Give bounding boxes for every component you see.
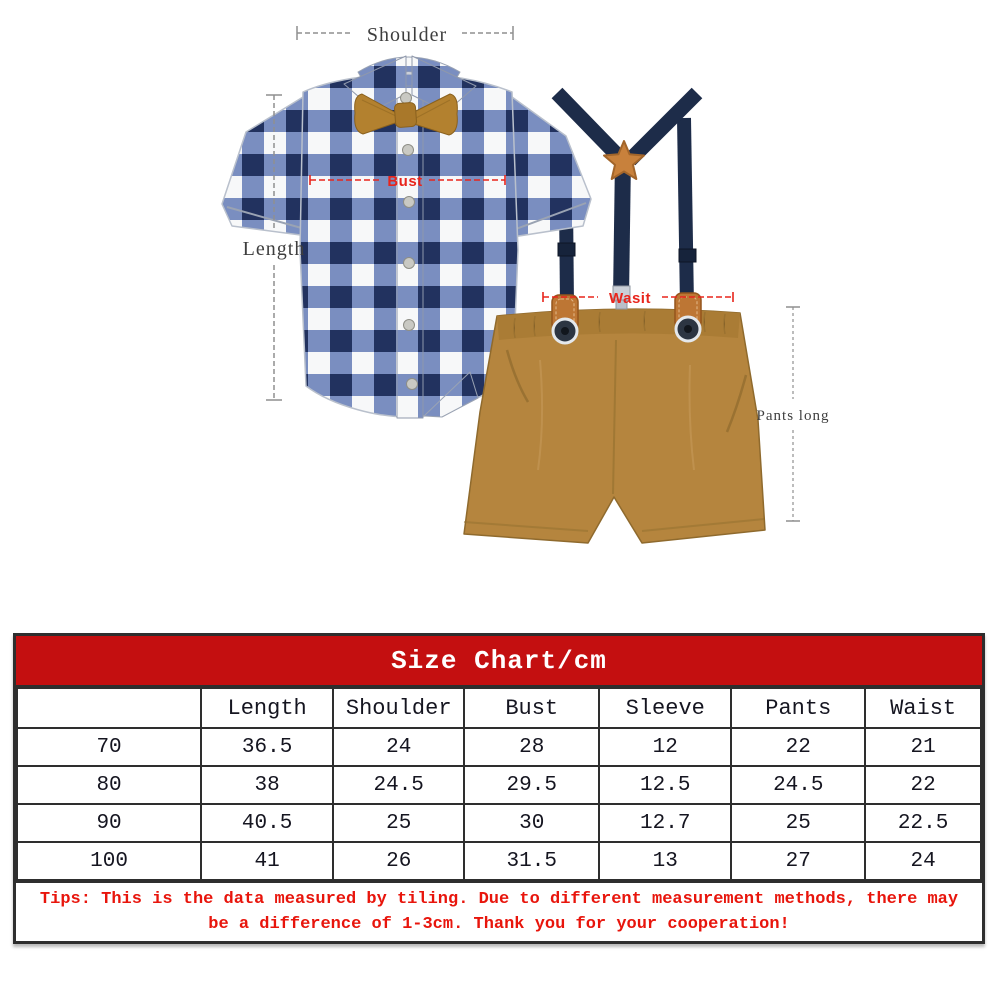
value-cell: 24.5 bbox=[731, 766, 865, 804]
value-cell: 12.7 bbox=[599, 804, 731, 842]
value-cell: 24.5 bbox=[333, 766, 464, 804]
suspender-adjuster-left bbox=[558, 243, 575, 256]
size-chart-table bbox=[16, 687, 982, 881]
value-cell: 26 bbox=[333, 842, 464, 880]
value-cell: 24 bbox=[865, 842, 981, 880]
size-chart-title: Size Chart/cm bbox=[16, 636, 982, 687]
col-header-sleeve: Sleeve bbox=[599, 688, 731, 728]
col-header-pants: Pants bbox=[731, 688, 865, 728]
bow-tie-knot bbox=[394, 102, 417, 127]
value-cell: 22.5 bbox=[865, 804, 981, 842]
value-cell: 38 bbox=[201, 766, 333, 804]
shirt-left-sleeve bbox=[222, 97, 308, 236]
measurement-tips bbox=[16, 881, 982, 941]
bust-label: Bust bbox=[387, 173, 423, 190]
value-cell: 27 bbox=[731, 842, 865, 880]
tips-line-1: Tips: This is the data measured by tiling. Due to different measurement methods, there may bbox=[39, 890, 959, 909]
col-header-size bbox=[17, 688, 201, 728]
shoulder-measure bbox=[297, 24, 513, 46]
value-cell: 29.5 bbox=[464, 766, 599, 804]
tips-line-2: be a difference of 1-3cm. Thank you for your cooperation! bbox=[208, 915, 790, 934]
value-cell: 36.5 bbox=[201, 728, 333, 766]
value-cell: 24 bbox=[333, 728, 464, 766]
table-row bbox=[17, 842, 981, 880]
value-cell: 25 bbox=[333, 804, 464, 842]
length-label: Length bbox=[242, 238, 306, 260]
size-cell: 100 bbox=[17, 842, 201, 880]
col-header-shoulder: Shoulder bbox=[333, 688, 464, 728]
suspender-button-left-center bbox=[561, 327, 569, 335]
pants-long-measure bbox=[757, 307, 830, 521]
size-cell: 70 bbox=[17, 728, 201, 766]
value-cell: 31.5 bbox=[464, 842, 599, 880]
khaki-shorts bbox=[464, 309, 765, 543]
value-cell: 41 bbox=[201, 842, 333, 880]
suspender-button-right-center bbox=[684, 325, 692, 333]
value-cell: 21 bbox=[865, 728, 981, 766]
value-cell: 28 bbox=[464, 728, 599, 766]
value-cell: 13 bbox=[599, 842, 731, 880]
col-header-length: Length bbox=[201, 688, 333, 728]
value-cell: 30 bbox=[464, 804, 599, 842]
value-cell: 12.5 bbox=[599, 766, 731, 804]
value-cell: 22 bbox=[865, 766, 981, 804]
size-cell: 90 bbox=[17, 804, 201, 842]
pants-long-label: Pants long bbox=[756, 408, 830, 424]
value-cell: 12 bbox=[599, 728, 731, 766]
suspender-strap-center bbox=[621, 158, 623, 298]
suspender-strap-right-vertical bbox=[684, 118, 687, 306]
col-header-bust: Bust bbox=[464, 688, 599, 728]
table-row bbox=[17, 766, 981, 804]
size-cell: 80 bbox=[17, 766, 201, 804]
table-row bbox=[17, 728, 981, 766]
shirt-placket bbox=[397, 86, 423, 418]
value-cell: 25 bbox=[731, 804, 865, 842]
header-row bbox=[17, 688, 981, 728]
table-row bbox=[17, 804, 981, 842]
shoulder-label: Shoulder bbox=[366, 24, 448, 46]
waist-label: Wasit bbox=[609, 290, 651, 307]
value-cell: 40.5 bbox=[201, 804, 333, 842]
suspender-adjuster-right bbox=[679, 249, 696, 262]
size-chart bbox=[13, 633, 985, 944]
value-cell: 22 bbox=[731, 728, 865, 766]
col-header-waist: Waist bbox=[865, 688, 981, 728]
